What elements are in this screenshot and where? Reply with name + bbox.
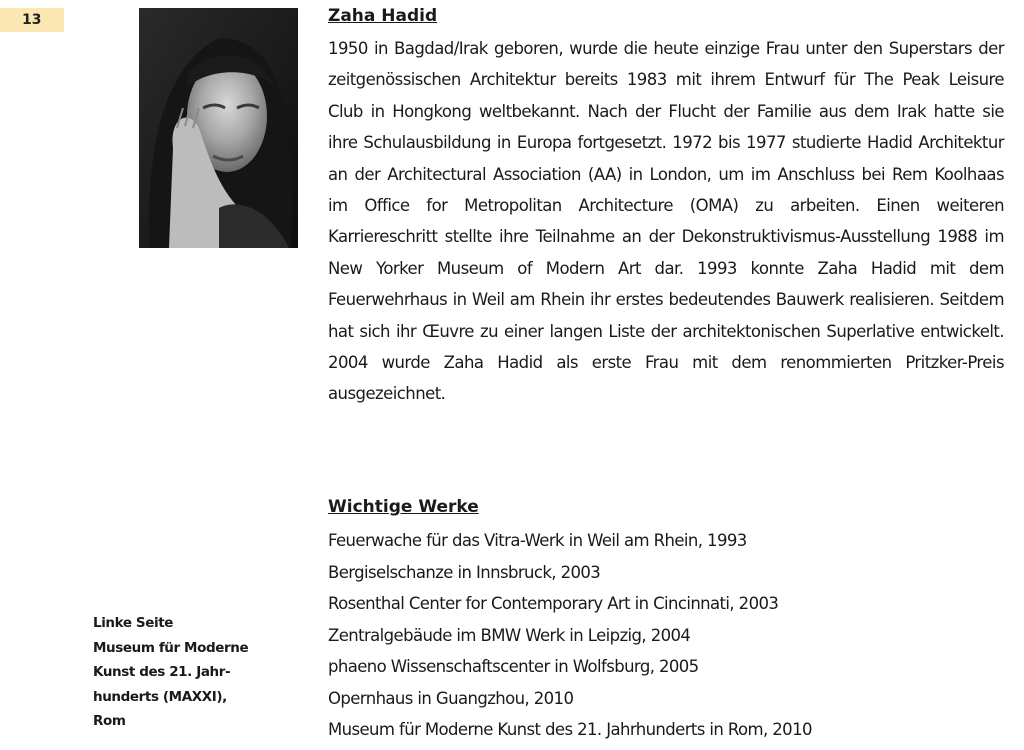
image-caption [93,611,293,734]
list-item: Bergiselschanze in Innsbruck, 2003 [328,562,601,582]
page-number: 13 [0,8,64,32]
portrait-photo [139,8,298,248]
list-item: Zentralgebäude im BMW Werk in Leipzig, 2004 [328,625,691,645]
biography-text: 1950 in Bagdad/Irak geboren, wurde die heute einzige Frau unter den Superstars der zeitgenössischen Architektur bereits 1983 mit ihrem Entwurf für The Peak Leisure Club in Hongkong weltbekannt. Nach der Flucht der Familie aus dem Irak hatte sie ihre Schulausbildung in Europa fortgesetzt. 1972 bis 1977 studierte Hadid Architektur an der Architectural Association (AA) in London, um im Anschluss bei Rem Koolhaas im Office for Metropolitan Architecture (OMA) zu arbeiten. Einen weiteren Karriereschritt stellte ihre Teilnahme an der Dekonstruktivismus-Ausstellung 1988 im New Yorker Museum of Modern Art dar. 1993 konnte Zaha Hadid mit dem Feuerwehrhaus in Weil am Rhein ihr erstes bedeutendes Bauwerk realisieren. Seitdem hat sich ihr Œuvre zu einer langen Liste der architektonischen Superlative entwickelt. 2004 wurde Zaha Hadid als erste Frau mit dem renommierten Pritzker-Preis ausgezeichnet. [328,39,1004,404]
list-item: Feuerwache für das Vitra-Werk in Weil am Rhein, 1993 [328,531,747,550]
caption-line: hunderts (MAXXI), [93,688,227,705]
list-item: Opernhaus in Guangzhou, 2010 [328,688,574,708]
list-item: Rosenthal Center for Contemporary Art in Cincinnati, 2003 [328,594,779,613]
list-item: Museum für Moderne Kunst des 21. Jahrhunderts in Rom, 2010 [328,720,812,739]
works-heading: Wichtige Werke [328,497,479,517]
works-list [328,525,812,746]
caption-line: Linke Seite [93,615,174,631]
portrait-photo-icon [139,8,298,248]
caption-line: Kunst des 21. Jahr- [93,664,231,680]
name-heading: Zaha Hadid [328,6,438,26]
caption-line: Museum für Moderne [93,639,249,656]
caption-line: Rom [93,713,126,729]
list-item: phaeno Wissenschaftscenter in Wolfsburg, 2005 [328,657,699,676]
